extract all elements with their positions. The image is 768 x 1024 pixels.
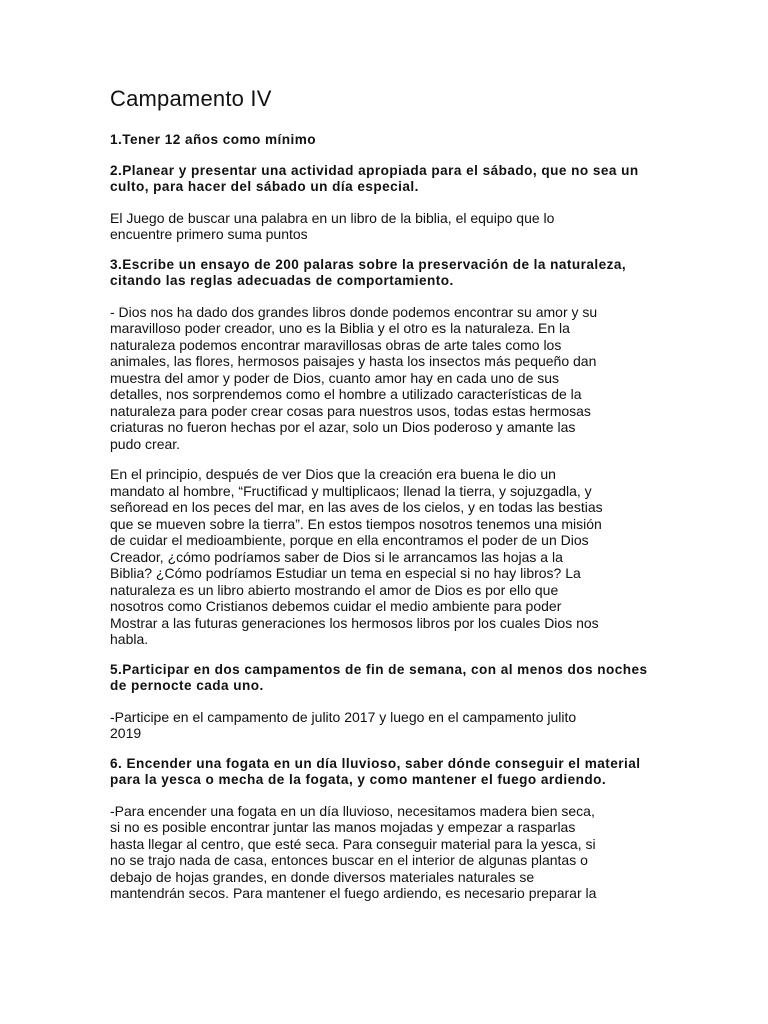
requirement-5: 5.Participar en dos campamentos de fin de semana, con al menos dos noches de pernocte cada uno. bbox=[110, 661, 648, 693]
requirement-1: 1.Tener 12 años como mínimo bbox=[110, 132, 317, 147]
requirement-2: 2.Planear y presentar una actividad apropiada para el sábado, que no sea un culto, para hacer del sábado un día especial. bbox=[110, 162, 639, 194]
answer-3-paragraph-2: En el principio, después de ver Dios que la creación era buena le dio un mandato al hombre, “Fructificad y multiplicaos; llenad la tierra, y sojuzgadla, y señoread en los peces del mar, en las aves de los cielos, y en todas las bestias que se mueven sobre la tierra”. En estos tiempos nosotros tenemos una misión de cuidar el medioambiente, porque en ella encontramos el poder de un Dios Creador, ¿cómo podríamos saber de Dios si le arrancamos las hojas a la Biblia? ¿Cómo podríamos Estudiar un tema en especial si no hay libros? La naturaleza es un libro abierto mostrando el amor de Dios es por ello que nosotros como Cristianos debemos cuidar el medio ambiente para poder Mostrar a las futuras generaciones los hermosos libros por los cuales Dios nos habla. bbox=[110, 466, 603, 647]
answer-5: -Participe en el campamento de julito 2017 y luego en el campamento julito 2019 bbox=[110, 708, 577, 741]
answer-2: El Juego de buscar una palabra en un libro de la biblia, el equipo que lo encuentre primero suma puntos bbox=[110, 209, 555, 242]
answer-6: -Para encender una fogata en un día lluvioso, necesitamos madera bien seca, si no es posible encontrar juntar las manos mojadas y empezar a rasparlas hasta llegar al centro, que esté seca. Para conseguir material para la yesca, si no se trajo nada de casa, entonces buscar en el interior de algunas plantas o debajo de hojas grandes, en donde diversos materiales naturales se mantendrán secos. Para mantener el fuego ardiendo, es necesario preparar la bbox=[110, 802, 597, 901]
answer-3-paragraph-1: - Dios nos ha dado dos grandes libros donde podemos encontrar su amor y su maravilloso poder creador, uno es la Biblia y el otro es la naturaleza. En la naturaleza podemos encontrar maravillosas obras de arte tales como los animales, las flores, hermosos paisajes y hasta los insectos más pequeño dan muestra del amor y poder de Dios, cuanto amor hay en cada uno de sus detalles, nos sorprendemos como el hombre a utilizado características de la naturaleza para poder crear cosas para nuestros usos, todas estas hermosas criaturas no fueron hechas por el azar, solo un Dios poderoso y amante las pudo crear. bbox=[110, 303, 598, 452]
document-page bbox=[110, 84, 658, 916]
document-title: Campamento IV bbox=[110, 86, 272, 111]
requirement-3: 3.Escribe un ensayo de 200 palaras sobre la preservación de la naturaleza, citando las reglas adecuadas de comportamiento. bbox=[110, 256, 627, 288]
requirement-6: 6. Encender una fogata en un día lluvioso, saber dónde conseguir el material para la yesca o mecha de la fogata, y como mantener el fuego ardiendo. bbox=[110, 755, 641, 787]
